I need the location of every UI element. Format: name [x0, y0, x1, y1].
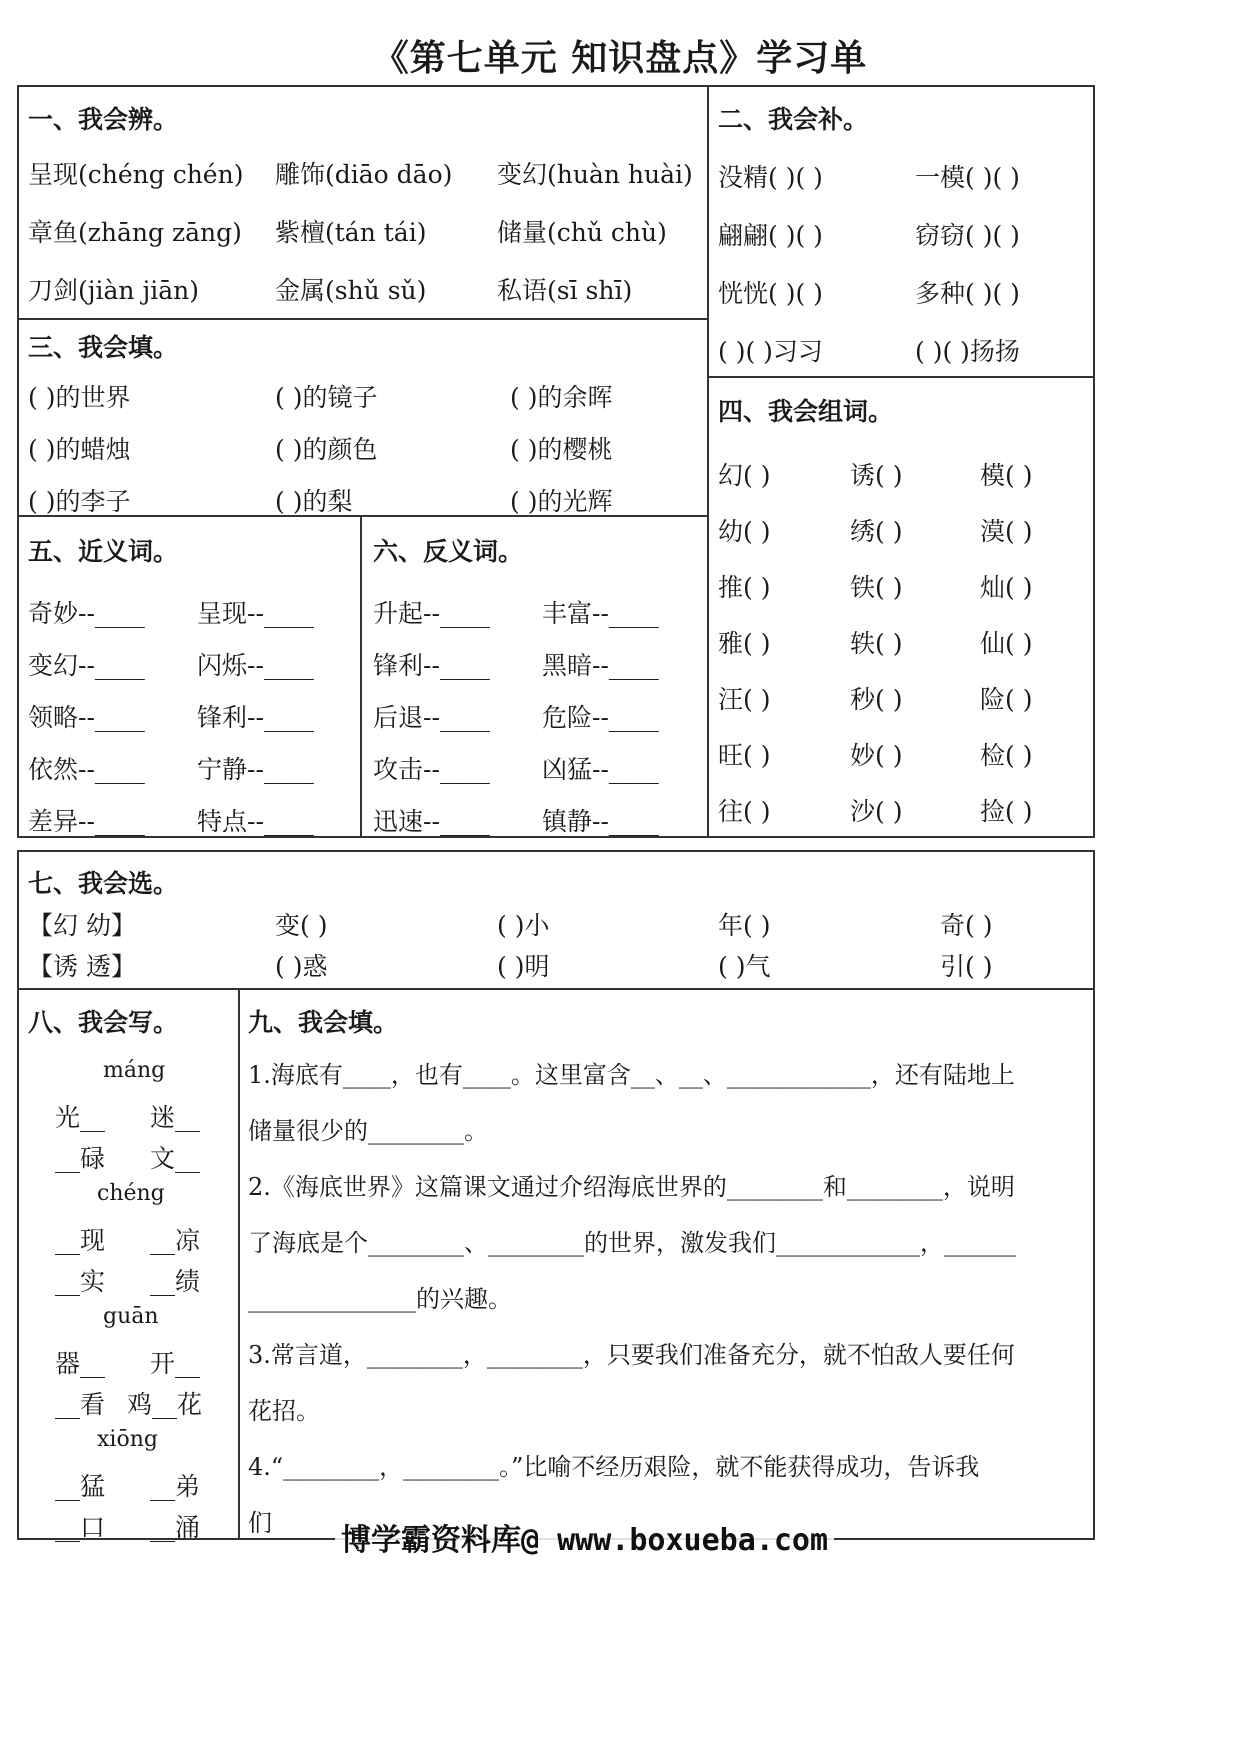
fill-item[interactable]: 依然--____ — [28, 755, 145, 784]
write-item[interactable]: 开__ — [150, 1349, 201, 1378]
pinyin-choice-item[interactable]: 章鱼(zhāng zāng) — [28, 218, 242, 247]
fill-item[interactable]: 一模( )( ) — [915, 163, 1020, 192]
write-item[interactable]: __涌 — [150, 1513, 201, 1542]
fill-item[interactable]: 秒( ) — [850, 685, 903, 714]
fill-item[interactable]: 攻击--____ — [373, 755, 490, 784]
pinyin-choice-item[interactable]: 金属(shǔ sǔ) — [275, 276, 427, 305]
text-line[interactable]: 1.海底有____，也有____。这里富含__、__、____________，还有陆地上 — [248, 1061, 1015, 1089]
fill-item[interactable]: 特点--____ — [197, 807, 314, 836]
fill-item[interactable]: 丰富--____ — [542, 599, 659, 628]
pinyin-label: guān — [103, 1304, 159, 1329]
fill-item[interactable]: 多种( )( ) — [915, 279, 1020, 308]
fill-item[interactable]: 汪( ) — [718, 685, 771, 714]
fill-item[interactable]: 锋利--____ — [197, 703, 314, 732]
fill-item[interactable]: ( )的余晖 — [510, 383, 613, 412]
fill-item[interactable]: ( )( )习习 — [718, 337, 823, 366]
write-item[interactable]: __口 — [55, 1513, 106, 1542]
choice-label: 【诱 透】 — [28, 952, 136, 981]
fill-item[interactable]: ( )的颜色 — [275, 435, 378, 464]
fill-item[interactable]: 铁( ) — [850, 573, 903, 602]
fill-item[interactable]: 推( ) — [718, 573, 771, 602]
fill-item[interactable]: ( )明 — [497, 952, 550, 981]
fill-item[interactable]: ( )的蜡烛 — [28, 435, 131, 464]
fill-item[interactable]: 检( ) — [980, 741, 1033, 770]
fill-item[interactable]: 幻( ) — [718, 461, 771, 490]
fill-item[interactable]: 危险--____ — [542, 703, 659, 732]
fill-item[interactable]: 锋利--____ — [373, 651, 490, 680]
fill-item[interactable]: 变幻--____ — [28, 651, 145, 680]
fill-item[interactable]: 升起--____ — [373, 599, 490, 628]
section-heading: 九、我会填。 — [248, 1008, 399, 1037]
fill-item[interactable]: 绣( ) — [850, 517, 903, 546]
page-title: 《第七单元 知识盘点》学习单 — [372, 38, 868, 79]
pinyin-label: máng — [103, 1058, 166, 1083]
pinyin-choice-item[interactable]: 变幻(huàn huài) — [497, 160, 693, 189]
section-heading: 七、我会选。 — [28, 869, 179, 898]
fill-item[interactable]: 雅( ) — [718, 629, 771, 658]
pinyin-choice-item[interactable]: 私语(sī shī) — [497, 276, 633, 305]
fill-item[interactable]: 诱( ) — [850, 461, 903, 490]
divider-h-s1 — [17, 318, 708, 320]
write-item[interactable]: __弟 — [150, 1472, 201, 1501]
fill-item[interactable]: ( )惑 — [275, 952, 328, 981]
fill-item[interactable]: 模( ) — [980, 461, 1033, 490]
write-item[interactable]: __现 — [55, 1226, 106, 1255]
write-item[interactable]: 器__ — [55, 1349, 106, 1378]
text-line[interactable]: 花招。 — [248, 1397, 320, 1425]
text-line[interactable]: ______________的兴趣。 — [248, 1285, 512, 1313]
pinyin-label: chéng — [97, 1181, 165, 1206]
section-heading: 三、我会填。 — [28, 333, 179, 362]
fill-item[interactable]: 闪烁--____ — [197, 651, 314, 680]
fill-item[interactable]: 仙( ) — [980, 629, 1033, 658]
fill-item[interactable]: 宁静--____ — [197, 755, 314, 784]
fill-item[interactable]: 妙( ) — [850, 741, 903, 770]
fill-item[interactable]: 幼( ) — [718, 517, 771, 546]
fill-item[interactable]: ( )的镜子 — [275, 383, 378, 412]
fill-item[interactable]: 镇静--____ — [542, 807, 659, 836]
fill-item[interactable]: 恍恍( )( ) — [718, 279, 823, 308]
text-line[interactable]: 储量很少的________。 — [248, 1117, 488, 1145]
fill-item[interactable]: 窃窃( )( ) — [915, 221, 1020, 250]
watermark: 博学霸资料库@ www.boxueba.com — [335, 1515, 834, 1559]
fill-item[interactable]: 差异--____ — [28, 807, 145, 836]
fill-item[interactable]: 捡( ) — [980, 797, 1033, 826]
divider-v-main — [707, 85, 709, 838]
fill-item[interactable]: 沙( ) — [850, 797, 903, 826]
text-line[interactable]: 们 — [248, 1509, 272, 1537]
write-item[interactable]: 文__ — [150, 1144, 201, 1173]
divider-v-s5-s6 — [360, 515, 362, 838]
divider-h-s7 — [17, 988, 1095, 990]
fill-item[interactable]: ( )的梨 — [275, 487, 353, 516]
fill-item[interactable]: 呈现--____ — [197, 599, 314, 628]
fill-item[interactable]: 漠( ) — [980, 517, 1033, 546]
section-heading: 八、我会写。 — [28, 1008, 179, 1037]
fill-item[interactable]: 翩翩( )( ) — [718, 221, 823, 250]
fill-item[interactable]: ( )气 — [718, 952, 771, 981]
fill-item[interactable]: 变( ) — [275, 911, 328, 940]
fill-item[interactable]: ( )( )扬扬 — [915, 337, 1020, 366]
divider-h-s2 — [708, 376, 1095, 378]
fill-item[interactable]: 险( ) — [980, 685, 1033, 714]
fill-item[interactable]: 引( ) — [940, 952, 993, 981]
section-heading: 四、我会组词。 — [718, 397, 894, 426]
section-heading: 一、我会辨。 — [28, 105, 179, 134]
write-item[interactable]: __绩 — [150, 1267, 201, 1296]
write-item[interactable]: __凉 — [150, 1226, 201, 1255]
write-item[interactable]: 迷__ — [150, 1103, 201, 1132]
write-item[interactable]: 鸡__花 — [127, 1390, 203, 1419]
text-line[interactable]: 2.《海底世界》这篇课文通过介绍海底世界的________和________，说明 — [248, 1173, 1015, 1201]
fill-item[interactable]: 旺( ) — [718, 741, 771, 770]
section-heading: 六、反义词。 — [373, 537, 524, 566]
pinyin-choice-item[interactable]: 雕饰(diāo dāo) — [275, 160, 453, 189]
fill-item[interactable]: 往( ) — [718, 797, 771, 826]
write-item[interactable]: __看 — [55, 1390, 106, 1419]
section-heading: 二、我会补。 — [718, 105, 869, 134]
text-line[interactable]: 3.常言道，________，________，只要我们准备充分，就不怕敌人要任何 — [248, 1341, 1015, 1369]
fill-item[interactable]: ( )的世界 — [28, 383, 131, 412]
choice-label: 【幻 幼】 — [28, 911, 136, 940]
fill-item[interactable]: 没精( )( ) — [718, 163, 823, 192]
fill-item[interactable]: ( )小 — [497, 911, 550, 940]
fill-item[interactable]: ( )的李子 — [28, 487, 131, 516]
fill-item[interactable]: ( )的光辉 — [510, 487, 613, 516]
write-item[interactable]: __碌 — [55, 1144, 106, 1173]
fill-item[interactable]: 领略--____ — [28, 703, 145, 732]
fill-item[interactable]: 灿( ) — [980, 573, 1033, 602]
fill-item[interactable]: 奇妙--____ — [28, 599, 145, 628]
write-item[interactable]: __猛 — [55, 1472, 106, 1501]
fill-item[interactable]: 迅速--____ — [373, 807, 490, 836]
pinyin-choice-item[interactable]: 紫檀(tán tái) — [275, 218, 427, 247]
fill-item[interactable]: 轶( ) — [850, 629, 903, 658]
fill-item[interactable]: 黑暗--____ — [542, 651, 659, 680]
divider-v-s8-s9 — [238, 988, 240, 1540]
fill-item[interactable]: 凶猛--____ — [542, 755, 659, 784]
fill-item[interactable]: 后退--____ — [373, 703, 490, 732]
pinyin-choice-item[interactable]: 刀剑(jiàn jiān) — [28, 276, 199, 305]
fill-item[interactable]: 年( ) — [718, 911, 771, 940]
write-item[interactable]: __实 — [55, 1267, 106, 1296]
pinyin-choice-item[interactable]: 呈现(chéng chén) — [28, 160, 244, 189]
pinyin-choice-item[interactable]: 储量(chǔ chù) — [497, 218, 667, 247]
write-item[interactable]: 光__ — [55, 1103, 106, 1132]
text-line[interactable]: 4.“________，________。”比喻不经历艰险，就不能获得成功，告诉我 — [248, 1453, 980, 1481]
text-line[interactable]: 了海底是个________、________的世界，激发我们____________，______ — [248, 1229, 1016, 1257]
fill-item[interactable]: ( )的樱桃 — [510, 435, 613, 464]
pinyin-label: xiōng — [97, 1427, 158, 1452]
section-heading: 五、近义词。 — [28, 537, 179, 566]
fill-item[interactable]: 奇( ) — [940, 911, 993, 940]
